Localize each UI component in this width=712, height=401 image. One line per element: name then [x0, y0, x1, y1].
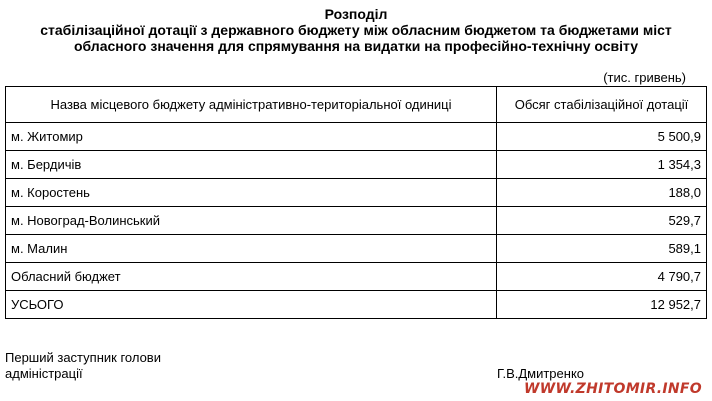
total-label-cell: УСЬОГО: [6, 291, 497, 319]
header-subsidy-amount: Обсяг стабілізаційної дотації: [497, 87, 707, 123]
document-subtitle-line-2: обласного значення для спрямування на видатки на професійно-технічну освіту: [73, 38, 639, 54]
budget-name-cell: м. Малин: [6, 235, 497, 263]
unit-label: (тис. гривень): [603, 70, 686, 85]
table-row: [6, 151, 707, 179]
table-row: [6, 235, 707, 263]
document-title: Розподіл: [324, 6, 388, 22]
total-amount-cell: 12 952,7: [497, 291, 707, 319]
signatory-position-line-2: адміністрації: [5, 366, 83, 381]
subsidy-amount-cell: 4 790,7: [497, 263, 707, 291]
document-heading: [0, 6, 712, 54]
subsidy-amount-cell: 188,0: [497, 179, 707, 207]
document-subtitle-line-1: стабілізаційної дотації з державного бюджету між обласним бюджетом та бюджетами міст: [40, 22, 672, 38]
site-watermark: WWW.ZHITOMIR.INFO: [524, 381, 702, 397]
subsidy-amount-cell: 1 354,3: [497, 151, 707, 179]
budget-name-cell: Обласний бюджет: [6, 263, 497, 291]
subsidy-amount-cell: 589,1: [497, 235, 707, 263]
subsidy-amount-cell: 5 500,9: [497, 123, 707, 151]
table-row: [6, 207, 707, 235]
budget-name-cell: м. Бердичів: [6, 151, 497, 179]
budget-name-cell: м. Коростень: [6, 179, 497, 207]
table-row: [6, 263, 707, 291]
signatory-position: [5, 350, 161, 382]
table-row: [6, 179, 707, 207]
table-total-row: [6, 291, 707, 319]
distribution-table: [5, 86, 707, 319]
budget-name-cell: м. Новоград-Волинський: [6, 207, 497, 235]
table-header-row: [6, 87, 707, 123]
table-row: [6, 123, 707, 151]
subsidy-amount-cell: 529,7: [497, 207, 707, 235]
header-budget-name: Назва місцевого бюджету адміністративно-територіальної одиниці: [6, 87, 497, 123]
budget-name-cell: м. Житомир: [6, 123, 497, 151]
signatory-name: Г.В.Дмитренко: [497, 366, 585, 381]
signatory-position-line-1: Перший заступник голови: [5, 350, 161, 365]
